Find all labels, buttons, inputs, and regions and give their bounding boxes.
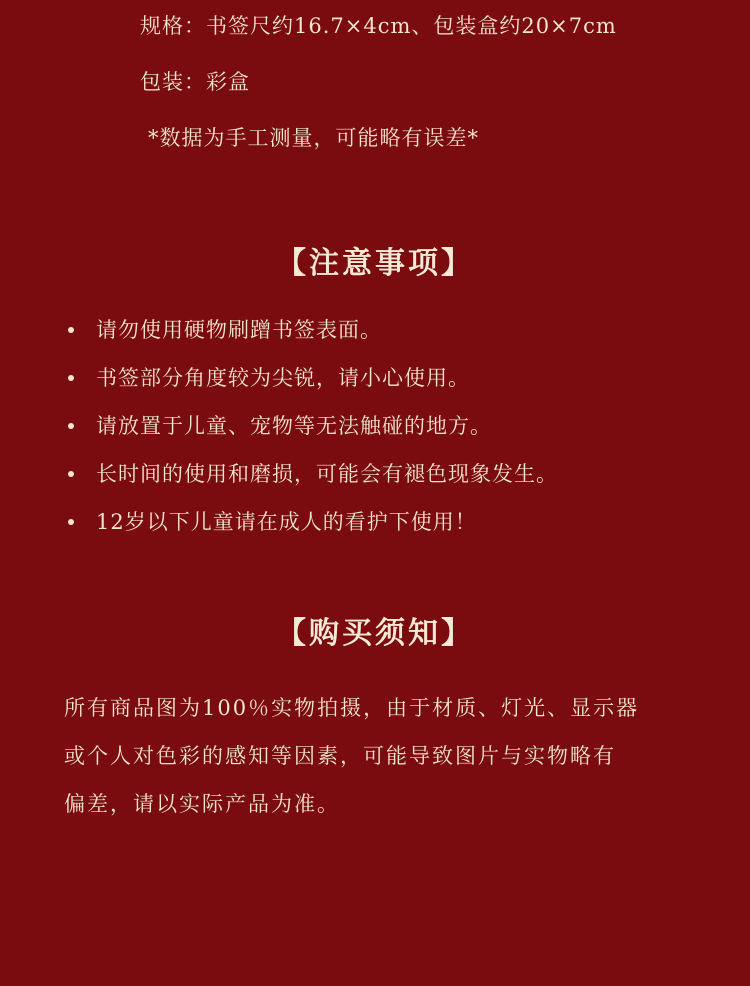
- purchase-line: 或个人对色彩的感知等因素，可能导致图片与实物略有: [64, 744, 616, 768]
- notice-item: [68, 364, 558, 412]
- notice-item-text: 请勿使用硬物刷蹭书签表面。: [96, 318, 382, 342]
- bullet-icon: [68, 519, 74, 525]
- notice-section-title: 【注意事项】: [276, 246, 474, 281]
- bullet-icon: [68, 423, 74, 429]
- notice-item-text: 请放置于儿童、宠物等无法触碰的地方。: [96, 414, 492, 438]
- spec-packaging-text: 包装：彩盒: [140, 70, 250, 94]
- purchase-section-title: 【购买须知】: [276, 616, 474, 651]
- notice-item: [68, 412, 558, 460]
- purchase-line: 所有商品图为100％实物拍摄，由于材质、灯光、显示器: [64, 696, 640, 720]
- notice-item-text: 书签部分角度较为尖锐，请小心使用。: [96, 366, 470, 390]
- bullet-icon: [68, 471, 74, 477]
- purchase-line: 偏差，请以实际产品为准。: [64, 792, 340, 816]
- notice-list: [68, 316, 558, 556]
- notice-item-text: 12岁以下儿童请在成人的看护下使用！: [96, 510, 477, 534]
- purchase-notice-paragraph: [64, 684, 694, 828]
- notice-item: [68, 460, 558, 508]
- spec-size-text: 规格：书签尺约16.7×4cm、包装盒约20×7cm: [140, 14, 617, 38]
- notice-item-text: 长时间的使用和磨损，可能会有褪色现象发生。: [96, 462, 558, 486]
- bullet-icon: [68, 375, 74, 381]
- bullet-icon: [68, 327, 74, 333]
- notice-item: [68, 508, 558, 556]
- spec-note-text: *数据为手工测量，可能略有误差*: [148, 126, 479, 150]
- notice-item: [68, 316, 558, 364]
